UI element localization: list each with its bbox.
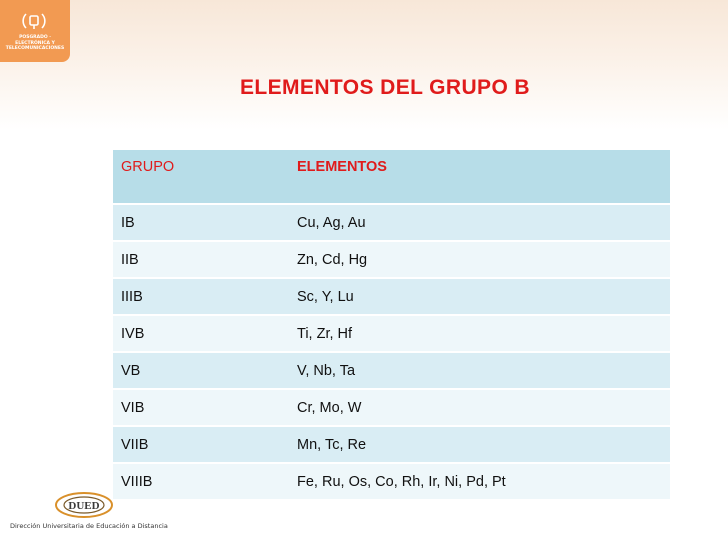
header-grupo: GRUPO	[113, 150, 289, 204]
table-row	[113, 352, 670, 389]
cell-elementos: Zn, Cd, Hg	[289, 241, 670, 278]
cell-elementos: Cu, Ag, Au	[289, 204, 670, 241]
cell-elementos: Fe, Ru, Os, Co, Rh, Ir, Ni, Pd, Pt	[289, 463, 670, 500]
cell-grupo: IIIB	[113, 278, 289, 315]
dued-emblem-icon	[54, 490, 114, 520]
cell-grupo: IIB	[113, 241, 289, 278]
table-row	[113, 241, 670, 278]
dued-caption: Dirección Universitaria de Educación a Distancia	[10, 522, 168, 530]
program-logo-caption: POSGRADO · ELECTRÓNICA Y TELECOMUNICACIONES	[5, 35, 65, 51]
cell-elementos: V, Nb, Ta	[289, 352, 670, 389]
table-row	[113, 463, 670, 500]
broadcast-icon	[22, 10, 46, 32]
cell-elementos: Sc, Y, Lu	[289, 278, 670, 315]
program-logo	[0, 0, 70, 62]
dued-logo	[10, 490, 168, 534]
table-row	[113, 315, 670, 352]
table-row	[113, 204, 670, 241]
cell-grupo: IB	[113, 204, 289, 241]
header-background	[0, 0, 728, 130]
svg-text:DUED: DUED	[68, 500, 100, 512]
table-row	[113, 389, 670, 426]
cell-grupo: VIB	[113, 389, 289, 426]
table-header-row	[113, 150, 670, 204]
cell-elementos: Cr, Mo, W	[289, 389, 670, 426]
cell-elementos: Ti, Zr, Hf	[289, 315, 670, 352]
cell-grupo: VIIIB	[113, 463, 289, 500]
table-row	[113, 278, 670, 315]
header-elementos: ELEMENTOS	[289, 150, 670, 204]
cell-grupo: IVB	[113, 315, 289, 352]
group-b-table	[113, 150, 670, 501]
cell-elementos: Mn, Tc, Re	[289, 426, 670, 463]
cell-grupo: VB	[113, 352, 289, 389]
cell-grupo: VIIB	[113, 426, 289, 463]
page-title: ELEMENTOS DEL GRUPO B	[240, 76, 530, 99]
table-row	[113, 426, 670, 463]
